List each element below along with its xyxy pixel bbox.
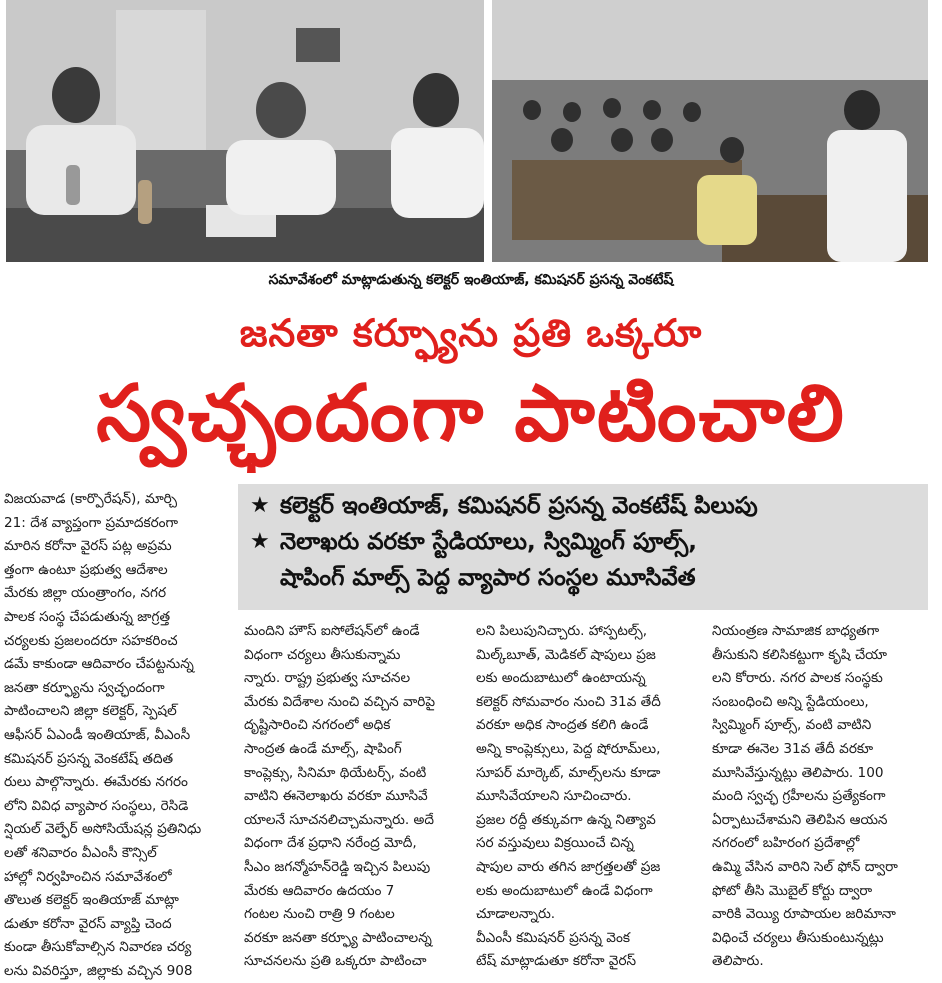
article-line: మేరకు జిల్లా యంత్రాంగం, నగర <box>4 585 167 602</box>
star-icon: ★ <box>250 493 270 518</box>
article-line: లకు అందుబాటులో ఉండే విధంగా <box>476 882 653 899</box>
article-line: పాటించాలని జిల్లా కలెక్టర్, స్పెషల్ <box>4 703 177 720</box>
article-line: విజయవాడ (కార్పొరేషన్), మార్చి <box>4 491 177 507</box>
article-line: విధించే చర్యలు తీసుకుంటున్నట్లు <box>712 929 884 946</box>
article-line: మంది స్వచ్ఛ గ్రహీలను ప్రత్యేకంగా <box>712 788 886 805</box>
article-line: ప్రజల రద్దీ తక్కువగా ఉన్న నిత్యావ <box>476 811 656 828</box>
article-line: లోని వివిధ వ్యాపార సంస్థలు, రెసిడె <box>4 797 189 814</box>
article-line: మేరకు ఆదివారం ఉదయం 7 <box>244 882 395 899</box>
article-line: పాలక సంస్థ చేపడుతున్న జాగ్రత్త <box>4 608 171 625</box>
photo-caption: సమావేశంలో మాట్లాడుతున్న కలెక్టర్ ఇంతియాజ్, కమిషనర్ ప్రసన్న వెంకటేష్ <box>268 272 674 288</box>
article-line: డమే కాకుండా ఆదివారం చేపట్టనున్న <box>4 656 194 673</box>
article-line: విధంగా దేశ ప్రధాని నరేంద్ర మోదీ, <box>244 835 417 852</box>
article-line: దృష్టిసారించి నగరంలో అధిక <box>244 717 391 734</box>
article-line: లతో శనివారం వీఎంసీ కౌన్సిల్ <box>4 844 157 861</box>
article-line: అన్ని కాంప్లెక్సులు, పెద్ద షోరూమ్‌లు, <box>476 740 661 757</box>
main-headline: స్వచ్ఛందంగా పాటించాలి <box>96 369 846 459</box>
article-line: సాంద్రత ఉండే మాల్స్, షాపింగ్ <box>244 740 402 757</box>
article-line: లని కోరారు. నగర పాలక సంస్థకు <box>712 670 883 687</box>
article-line: టేష్ మాట్లాడుతూ కరోనా వైరస్ <box>476 953 637 970</box>
highlights-box <box>238 484 928 610</box>
article-line: గంటల నుంచి రాత్రి 9 గంటల <box>244 906 395 923</box>
article-line: లని పిలుపునిచ్చారు. హాస్పటల్స్, <box>476 623 648 639</box>
article-line: సూపర్ మార్కెట్, మాల్స్‌లను కూడా <box>476 764 661 781</box>
article-line: 21: దేశ వ్యాప్తంగా ప్రమాదకరంగా <box>4 514 179 531</box>
article-line: కమిషనర్ ప్రసన్న వెంకటేష్ తదిత <box>4 750 174 767</box>
article-line: నియంత్రణ సామాజిక బాధ్యతగా <box>712 623 880 639</box>
council-hall-photo-illustration <box>492 0 928 262</box>
article-line: వీఎంసీ కమిషనర్ ప్రసన్న వెంక <box>476 929 630 946</box>
article-line: మూసివేస్తున్నట్లు తెలిపారు. 100 <box>712 764 884 781</box>
article-line: జనతా కర్ఫ్యూను స్వచ్ఛందంగా <box>4 679 165 696</box>
article-line: నగరంలో బహిరంగ ప్రదేశాల్లో <box>712 835 860 852</box>
article-line: తొలుత కలెక్టర్ ఇంతియాజ్ మాట్లా <box>4 892 179 909</box>
article-line: సర వస్తువులు విక్రయించే చిన్న <box>476 835 634 852</box>
article-line: మూసివేయాలని సూచించారు. <box>476 788 632 805</box>
article-line: ఏర్పాటుచేశామని తెలిపిన ఆయన <box>712 811 888 828</box>
article-line: యాలనే సూచనలిచ్చామన్నారు. అదే <box>244 811 434 828</box>
article-line: న్నారు. రాష్ట్ర ప్రభుత్వ సూచనల <box>244 670 411 687</box>
article-line: వారికి వెయ్యి రూపాయల జరిమానా <box>712 906 896 923</box>
article-line: కలెక్టర్ సోమవారం నుంచి 31వ తేదీ <box>476 693 661 710</box>
article-line: తీసుకుని కలిసికట్టుగా కృషి చేయా <box>712 646 887 663</box>
kicker-headline: జనతా కర్ఫ్యూను ప్రతి ఒక్కరూ <box>239 311 703 355</box>
article-line: మందిని హౌస్ ఐసోలేషన్‌లో ఉండే <box>244 623 420 639</box>
article-line: స్విమ్మింగ్ పూల్స్, వంటి వాటిని <box>712 717 872 734</box>
article-line: కాంప్లెక్సు, సినిమా థియేటర్స్, వంటి <box>244 764 427 781</box>
article-line: వరకూ జనతా కర్ఫ్యూ పాటించాలన్న <box>244 929 432 946</box>
article-line: ఆఫీసర్ ఏఎండీ ఇంతియాజ్, వీఎంసీ <box>4 726 191 743</box>
article-line: ఫోటో తీసి మొబైల్ కోర్టు ద్వారా <box>712 882 873 899</box>
article-line: తెలిపారు. <box>712 953 764 970</box>
article-line: మేరకు విదేశాల నుంచి వచ్చిన వారిపై <box>244 693 436 710</box>
article-line: వాటిని ఈనెలాఖరు వరకూ మూసివే <box>244 788 428 805</box>
highlight-item <box>250 524 918 560</box>
highlight-item <box>250 488 918 524</box>
article-line: న్షియల్ వెల్ఫేర్ అసోసియేషన్ల ప్రతినిధు <box>4 821 202 838</box>
article-line: షాపుల వారు తగిన జాగ్రత్తలతో ప్రజ <box>476 858 661 875</box>
article-column-3 <box>476 620 704 974</box>
article-line: హాల్లో నిర్వహించిన సమావేశంలో <box>4 868 172 885</box>
article-line: రులు పాల్గొన్నారు. ఈమేరకు నగరం <box>4 774 188 791</box>
article-line: ఉమ్మి వేసిన వారిని సెల్ ఫోన్ ద్వారా <box>712 858 898 875</box>
article-line: డుతూ కరోనా వైరస్ వ్యాప్తి చెంద <box>4 915 172 932</box>
photo-council-hall <box>492 0 928 262</box>
article-column-2 <box>244 620 468 974</box>
highlight-item-continued <box>250 560 918 596</box>
article-line: చర్యలకు ప్రజలందరూ సహకరించ <box>4 632 178 649</box>
star-icon: ★ <box>250 529 270 554</box>
article-line: సంబంధించి అన్ని స్టేడియంలు, <box>712 693 869 710</box>
article-column-1 <box>4 488 232 983</box>
article-line: లను వివరిస్తూ, జిల్లాకు వచ్చిన 908 <box>4 962 193 979</box>
highlight-text: కలెక్టర్ ఇంతియాజ్, కమిషనర్ ప్రసన్న వెంకటేష్ పిలుపు <box>280 493 758 519</box>
article-line: మిల్క్‌బూత్, మెడికల్ షాపులు ప్రజ <box>476 646 656 663</box>
article-line: విధంగా చర్యలు తీసుకున్నామ <box>244 646 401 663</box>
article-column-4 <box>712 620 932 974</box>
article-line: త్తంగా ఉంటూ ప్రభుత్వ ఆదేశాల <box>4 561 168 578</box>
highlight-text: నెలాఖరు వరకూ స్టేడియాలు, స్విమ్మింగ్ పూల్స్, <box>280 529 697 555</box>
highlight-text: షాపింగ్ మాల్స్ పెద్ద వ్యాపార సంస్థల మూసివేత <box>280 565 696 591</box>
article-line: లకు అందుబాటులో ఉంటాయన్న <box>476 670 646 687</box>
article-line: కూడా ఈనెల 31వ తేదీ వరకూ <box>712 740 874 757</box>
meeting-photo-illustration <box>6 0 484 262</box>
article-line: సీఎం జగన్మోహన్‌రెడ్డి ఇచ్చిన పిలుపు <box>244 858 431 875</box>
article-line: కుండా తీసుకోవాల్సిన నివారణ చర్య <box>4 939 192 956</box>
article-line: సూచనలను ప్రతి ఒక్కరూ పాటించా <box>244 953 427 970</box>
article-line: వరకూ అధిక సాంద్రత కలిగి ఉండే <box>476 717 649 734</box>
article-line: మారిన కరోనా వైరస్ పట్ల అప్రమ <box>4 538 172 555</box>
article-line: చూడాలన్నారు. <box>476 906 556 923</box>
photo-officials-meeting <box>6 0 484 262</box>
